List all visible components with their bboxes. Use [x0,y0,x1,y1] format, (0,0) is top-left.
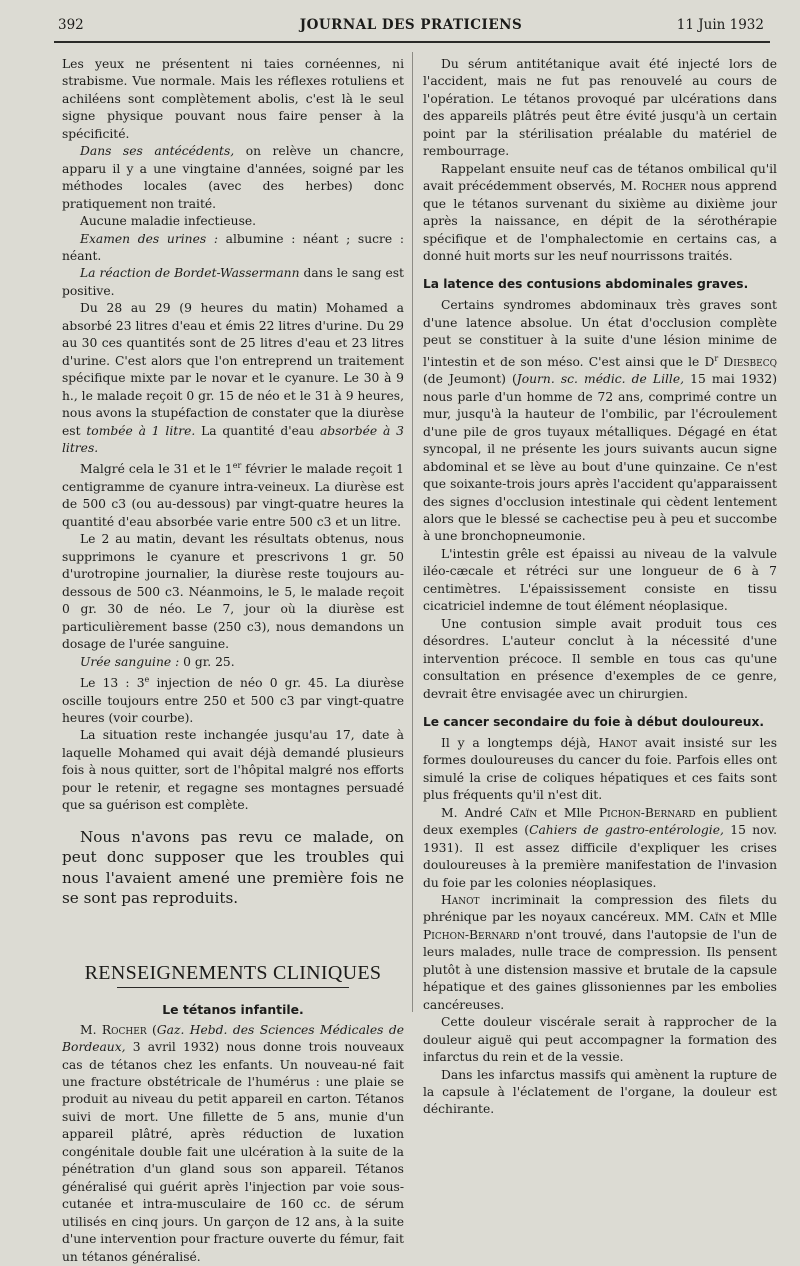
paragraph: Certains syndromes abdominaux très graves sont d'une latence absolue. Un état d'occlusion complète peut se constituer à la suite d'une lésion minime de l'intestin et de son méso. C'est ainsi que le $D^r$ Diesbecq (de Jeumont) (Journ. sc. médic. de Lille, 15 mai 1932) nous parle d'un homme de 72 ans, comprimé contre un mur, jusqu'à la hauteur de l'ombilic, par l'écroulement d'une pile de gros tuyaux métalliques. Dégagé en état syncopal, il ne présente les jours suivants aucun signe abdominal et se lève au bout d'une quinzaine. Ce n'est que soixante-trois jours après l'accident qu'apparaissent des signes d'occlusion intestinale qui cèdent lentement alors que le blessé se cachectise peu à peu et succombe à une bronchopneumonie. [423,298,777,544]
paragraph: Dans ses antécédents, on relève un chancre, apparu il y a une vingtaine d'années, soigné par les méthodes locales (avec des herbes) donc pratiquement non traité. [62,144,404,211]
paragraph: Hanot incriminait la compression des filets du phrénique par les noyaux cancéreux. MM. Caïn et Mlle Pichon-Bernard n'ont trouvé, dans l'autopsie de l'un de leurs malades, nulle trace de compression. Ils pensent plutôt à une distension massive et brutale de la capsule hépatique et des gaines glissoniennes par les embolies cancéreuses. [423,893,777,1012]
paragraph: M. Rocher (Gaz. Hebd. des Sciences Médicales de Bordeaux, 3 avril 1932) nous donne trois nouveaux cas de tétanos chez les enfants. Un nouveau-né fait une fracture obstétricale de l'humérus : une plaie se produit au niveau du petit appareil en carton. Tétanos suivi de mort. Une fillette de 5 ans, munie d'un appareil plâtré, après réduction de luxation congénitale double fait une ulcération à la suite de la pénétration d'un gland sous son appareil. Tétanos généralisé qui guérit après l'injection par voie sous-cutanée et intra-musculaire de 160 cc. de sérum utilisés en cinq jours. Un garçon de 12 ans, à la suite d'une intervention pour fracture ouverte du fémur, fait un tétanos généralisé. [62,1022,404,1264]
paragraph: Du 28 au 29 (9 heures du matin) Mohamed a absorbé 23 litres d'eau et émis 22 litres d'urine. Du 29 au 30 ces quantités sont de 25 litres d'eau et 23 litres d'urine. C'est alors que l'on entreprend un traitement spécifique mixte par le novar et le cyanure. Le 30 à 9 h., le malade reçoit 0 gr. 15 de néo et le 31 à 9 heures, nous avons la stupéfaction de constater que la diurèse est tombée à 1 litre. La quantité d'eau absorbée à 3 litres. [62,301,404,455]
paragraph: Cette douleur viscérale serait à rapprocher de la douleur aiguë qui peut accompagner la formation des infarctus du rein et de la vessie. [423,1015,777,1065]
header-rule [54,41,770,43]
paragraph: Examen des urines : albumine : néant ; sucre : néant. [62,231,404,263]
paragraph: Rappelant ensuite neuf cas de tétanos ombilical qu'il avait précédemment observés, M. Rocher nous apprend que le tétanos survenant du sixième au dixième jour après la naissance, en dépit de la sérothérapie spécifique et de l'omphalectomie en certains cas, a donné huit morts sur les neuf nourrissons traités. [423,161,777,263]
paragraph: La situation reste inchangée jusqu'au 17, date à laquelle Mohamed qui avait déjà demandé plusieurs fois à nous quitter, sort de l'hôpital malgré nos efforts pour le retenir, et regagne ses montagnes persuadé que sa guérison est complète. [62,728,404,813]
journal-title: JOURNAL DES PRATICIENS [299,17,523,33]
paragraph: Les yeux ne présentent ni taies cornéennes, ni strabisme. Vue normale. Mais les réflexes rotuliens et achiléens sont complètement abolis, c'est là le seul signe physique pouvant nous faire penser à la spécificité. [62,57,404,141]
section-title: RENSEIGNEMENTS CLINIQUES [84,961,382,984]
paragraph: Du sérum antitétanique avait été injecté lors de l'accident, mais ne fut pas renouvelé au cours de l'opération. Le tétanos provoqué par ulcérations dans des appareils plâtrés peut être évité jusqu'à un certain point par la stérilisation préalable du matériel de rembourrage. [423,57,777,159]
paragraph: Nous n'avons pas revu ce malade, on peut donc supposer que les troubles qui nous l'avaient amené une première fois ne se sont pas reproduits. [62,827,404,908]
section-rule [117,987,349,988]
paragraph: Dans les infarctus massifs qui amènent la rupture de la capsule à l'éclatement de l'organe, la douleur est déchirante. [423,1067,777,1117]
closing-remark [62,827,404,909]
article-title: Le cancer secondaire du foie à début douloureux. [423,714,764,729]
paragraph: Il y a longtemps déjà, Hanot avait insisté sur les formes douloureuses du cancer du foie. Parfois elles ont simulé la crise de coliques hépatiques et ces faits sont plus fréquents qu'il n'est dit. [423,735,778,803]
paragraph: La réaction de Bordet-Wassermann dans le sang est positive. [62,266,404,298]
paragraph: Malgré cela le 31 et le 1er février le malade reçoit 1 centigramme de cyanure intra-veineux. La diurèse est de 500 c3 (ou au-dessous) par vingt-quatre heures la quantité d'eau absorbée varie entre 500 c3 et un litre. [62,461,404,529]
paragraph: Le 13 : 3e injection de néo 0 gr. 45. La diurèse oscille toujours entre 250 et 500 c3 par vingt-quatre heures (voir courbe). [62,674,404,725]
article-title: Le tétanos infantile. [162,1001,304,1017]
right-column [423,56,777,1119]
column-separator [412,52,413,1012]
paragraph: Le 2 au matin, devant les résultats obtenus, nous supprimons le cyanure et prescrivons 1 gr. 50 d'urotropine journalier, la diurèse reste toujours au-dessous de 500 c3. Néanmoins, le 5, le malade reçoit 0 gr. 30 de néo. Le 7, jour où la diurèse est particulièrement basse (250 c3), nous demandons un dosage de l'urée sanguine. [62,532,404,652]
paragraph: Une contusion simple avait produit tous ces désordres. L'auteur conclut à la nécessité d'une intervention précoce. Il semble en tous cas qu'une consultation en présence d'exemples de ce genre, devrait être envisagée avec un chirurgien. [423,616,777,701]
page-number: 392 [58,17,84,33]
paragraph: Urée sanguine : 0 gr. 25. [80,654,235,669]
paragraph: Aucune maladie infectieuse. [80,214,257,229]
paragraph: L'intestin grêle est épaissi au niveau de la valvule iléo-cæcale et rétréci sur une longueur de 6 à 7 centimètres. L'épaississement consiste en tissu cicatriciel indemne de tout élément néoplasique. [423,546,777,614]
issue-date: 11 Juin 1932 [676,17,764,33]
running-header [58,17,764,39]
paragraph: M. André Caïn et Mlle Pichon-Bernard en publient deux exemples (Cahiers de gastro-entérologie, 15 nov. 1931). Il est assez difficile d'expliquer les crises douloureuses à la première manifestation de l'invasion du foie par les colonies néoplasiques. [423,805,777,890]
article-title: La latence des contusions abdominales graves. [423,277,749,292]
